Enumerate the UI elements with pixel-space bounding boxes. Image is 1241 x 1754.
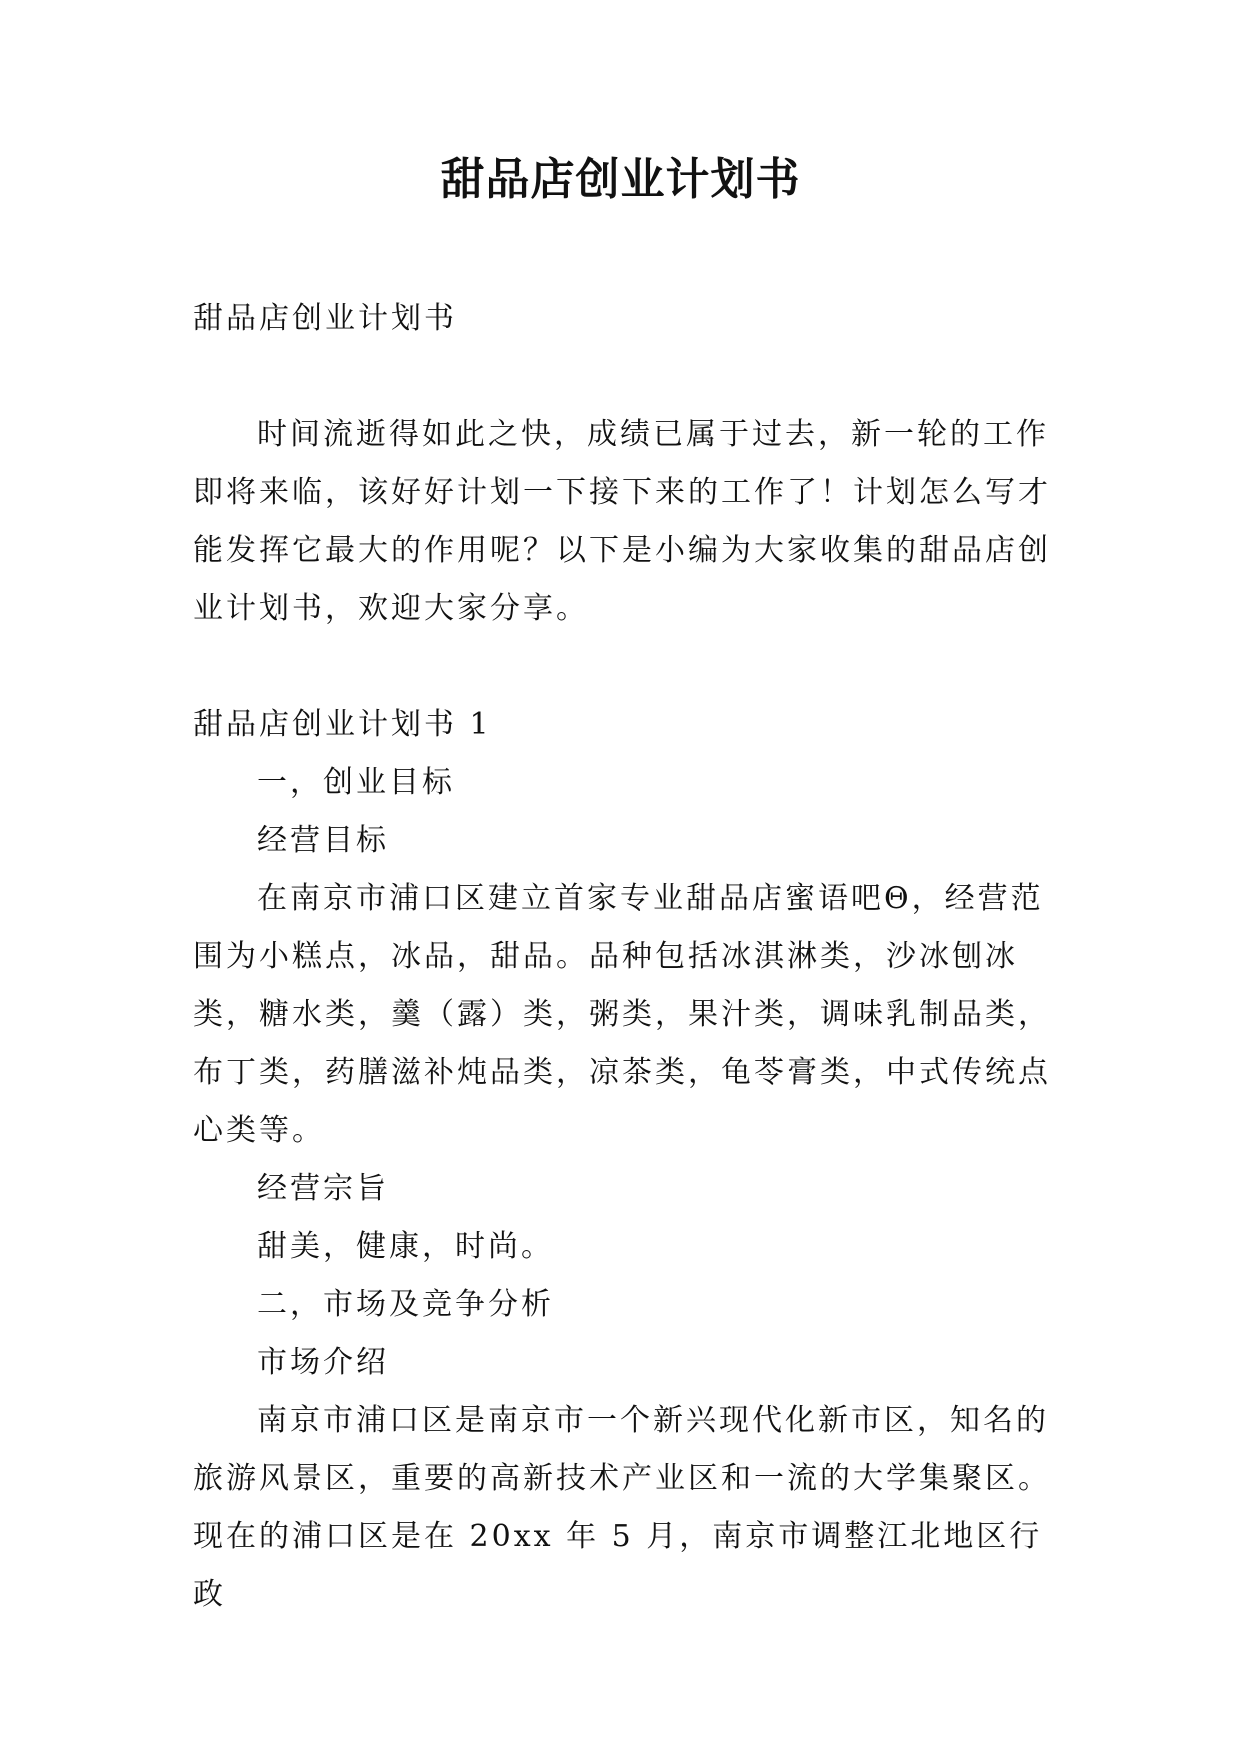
body-paragraph: 在南京市浦口区建立首家专业甜品店蜜语吧Θ，经营范围为小糕点，冰品，甜品。品种包括冰淇淋类，沙冰刨冰类，糖水类，羹（露）类，粥类，果汁类，调味乳制品类，布丁类，药膳滋补炖品类，凉茶类，龟苓膏类，中式传统点心类等。: [193, 881, 1051, 1148]
body-paragraph: 南京市浦口区是南京市一个新兴现代化新市区，知名的旅游风景区，重要的高新技术产业区和一流的大学集聚区。现在的浦口区是在 20xx 年 5 月，南京市调整江北地区行政: [193, 1403, 1051, 1612]
chapter-heading: 二，市场及竞争分析: [257, 1287, 554, 1322]
document-title: 甜品店创业计划书: [440, 154, 801, 205]
subsection-heading: 市场介绍: [257, 1345, 389, 1380]
intro-paragraph: 时间流逝得如此之快，成绩已属于过去，新一轮的工作即将来临，该好好计划一下接下来的工作了！计划怎么写才能发挥它最大的作用呢？以下是小编为大家收集的甜品店创业计划书，欢迎大家分享。: [193, 417, 1051, 626]
section-heading: 甜品店创业计划书 1: [193, 707, 492, 742]
subtitle-paragraph: 甜品店创业计划书: [193, 301, 457, 336]
subsection-heading: 经营目标: [257, 823, 389, 858]
subsection-heading: 经营宗旨: [257, 1171, 389, 1206]
chapter-heading: 一，创业目标: [257, 765, 455, 800]
body-paragraph: 甜美，健康，时尚。: [257, 1229, 554, 1264]
document-body: [193, 290, 1073, 1624]
